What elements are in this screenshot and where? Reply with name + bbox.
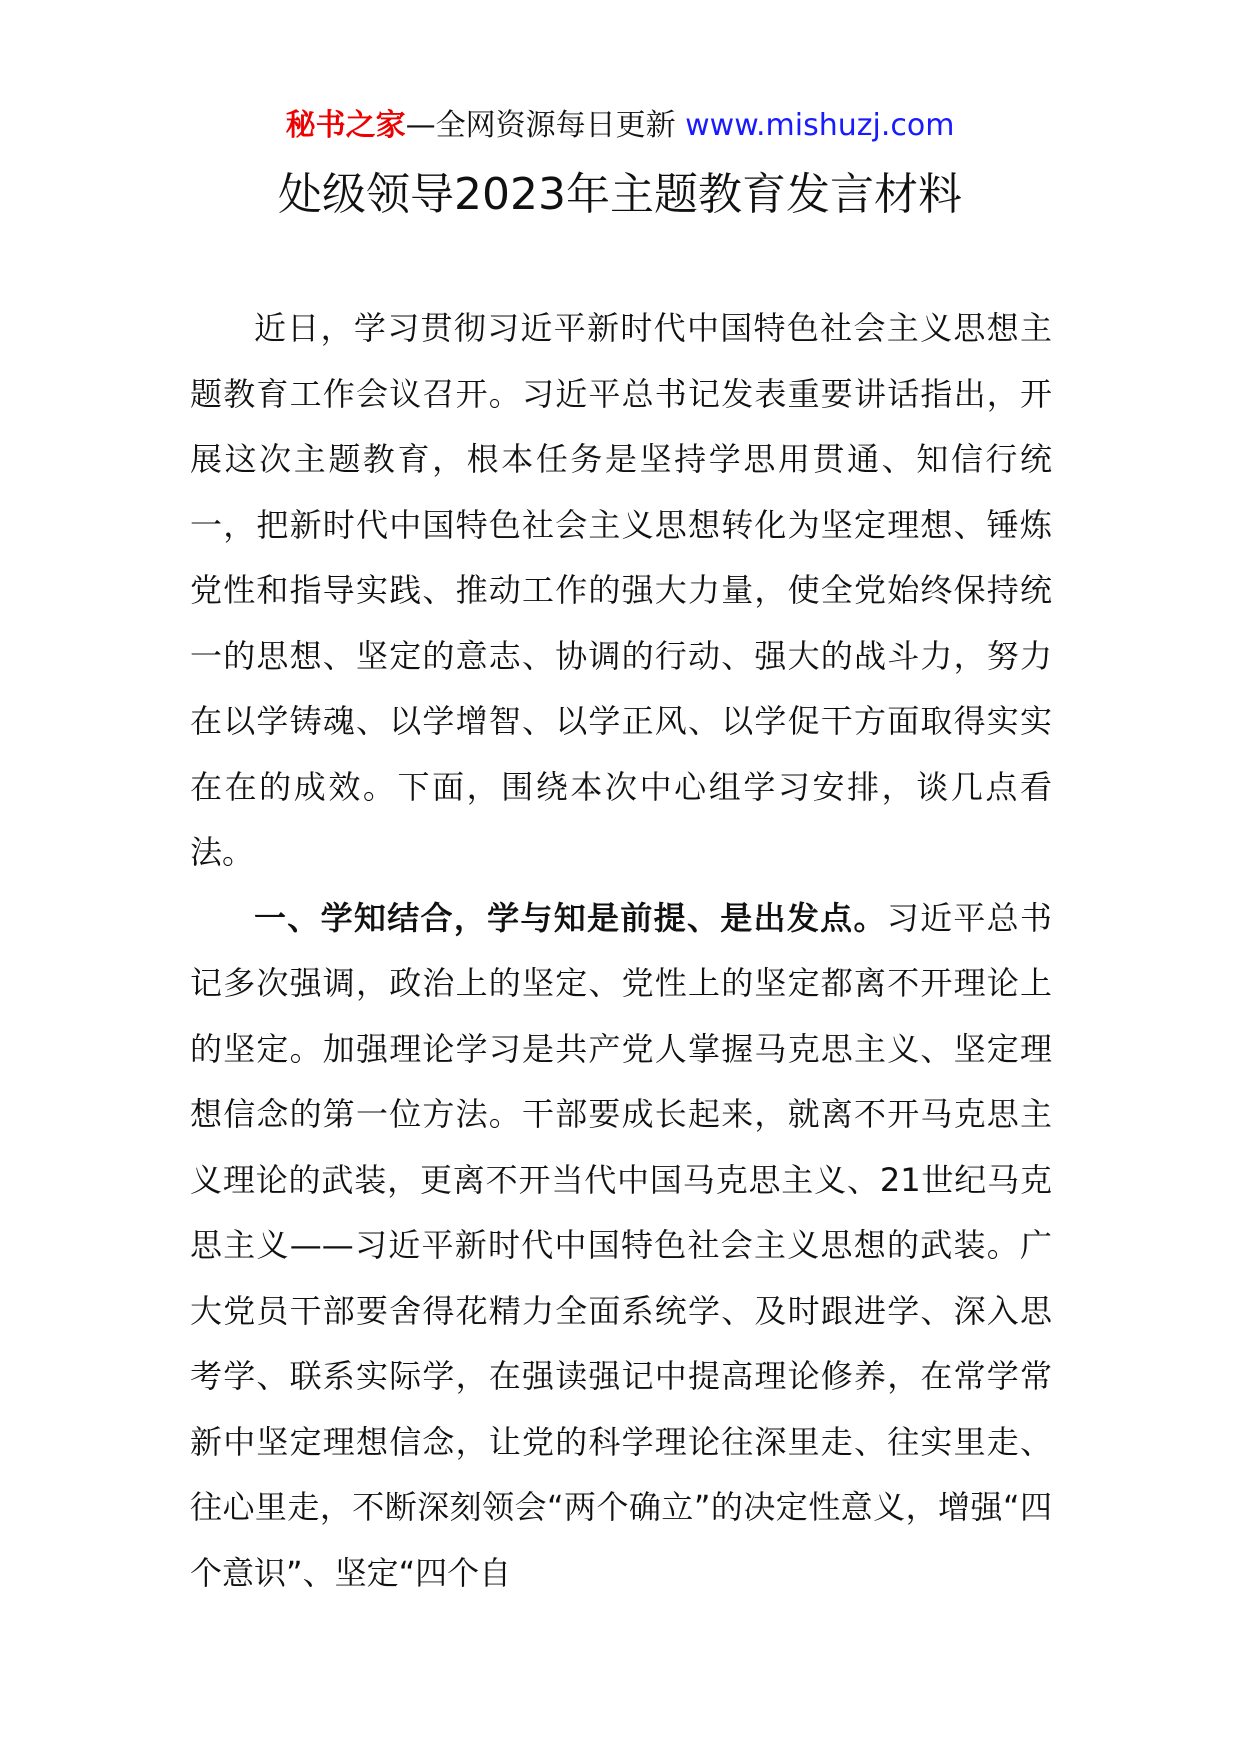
paragraph-text: 习近平总书记多次强调，政治上的坚定、党性上的坚定都离不开理论上的坚定。加强理论学习是共产党人掌握马克思主义、坚定理想信念的第一位方法。干部要成长起来，就离不开马克思主义理论的武装，更离不开当代中国马克思主义、21世纪马克思主义——习近平新时代中国特色社会主义思想的武装。广大党员干部要舍得花精力全面系统学、及时跟进学、深入思考学、联系实际学，在强读强记中提高理论修养，在常学常新中坚定理想信念，让党的科学理论往深里走、往实里走、往心里走，不断深刻领会“两个确立”的决定性意义，增强“四个意识”、坚定“四个自 bbox=[190, 898, 1052, 1592]
site-slogan: —全网资源每日更新 bbox=[405, 108, 686, 143]
document-body bbox=[190, 296, 1052, 1606]
paragraph-section-1 bbox=[190, 886, 1052, 1607]
site-brand: 秘书之家 bbox=[285, 108, 406, 143]
paragraph-text: 近日，学习贯彻习近平新时代中国特色社会主义思想主题教育工作会议召开。习近平总书记发表重要讲话指出，开展这次主题教育，根本任务是坚持学思用贯通、知信行统一，把新时代中国特色社会主义思想转化为坚定理想、锤炼党性和指导实践、推动工作的强大力量，使全党始终保持统一的思想、坚定的意志、协调的行动、强大的战斗力，努力在以学铸魂、以学增智、以学正风、以学促干方面取得实实在在的成效。下面，围绕本次中心组学习安排，谈几点看法。 bbox=[190, 309, 1052, 871]
section-heading: 一、学知结合，学与知是前提、是出发点。 bbox=[254, 898, 887, 937]
site-url-link[interactable]: www.mishuzj.com bbox=[685, 108, 955, 143]
site-header bbox=[0, 104, 1240, 148]
document-title: 处级领导2023年主题教育发言材料 bbox=[278, 169, 962, 220]
paragraph-intro bbox=[190, 296, 1052, 886]
